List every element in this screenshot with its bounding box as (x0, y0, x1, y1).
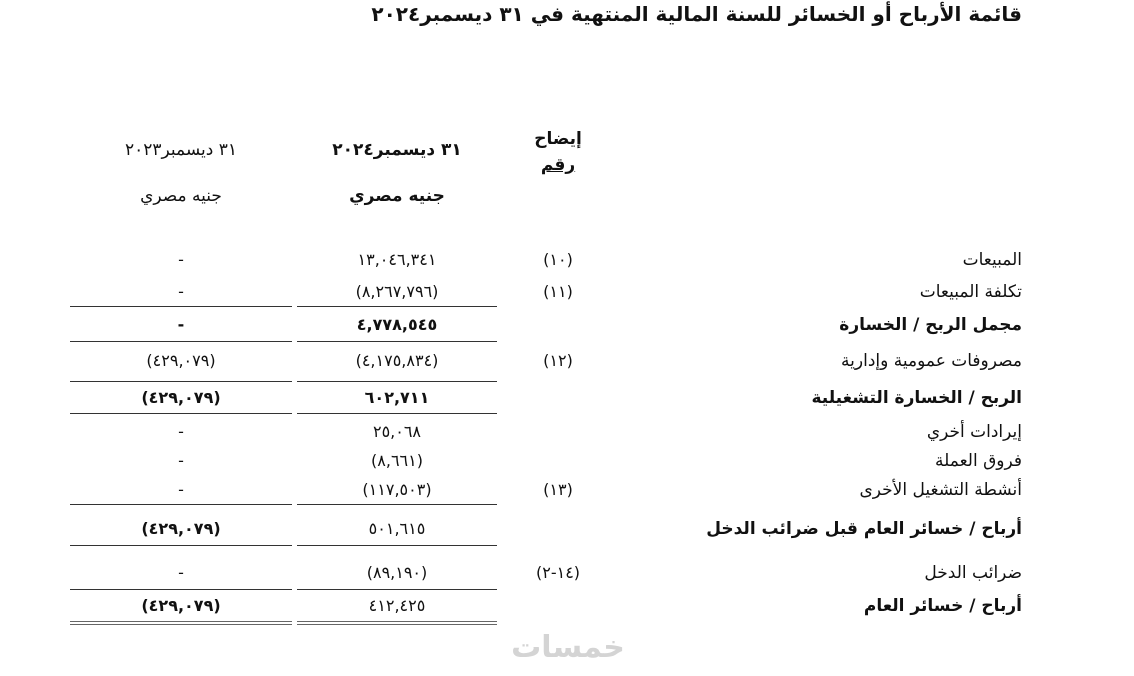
divider (70, 306, 292, 307)
row-prior-value: - (177, 315, 185, 334)
row-prior-value: - (178, 422, 184, 441)
statement-title: قائمة الأرباح أو الخسائر للسنة المالية المنتهية في ٣١ ديسمبر٢٠٢٤ (371, 2, 1022, 26)
divider (297, 306, 497, 307)
row-current-value: (٨,٢٦٧,٧٩٦) (355, 282, 439, 301)
row-current-value: (٤,١٧٥,٨٣٤) (355, 351, 439, 370)
row-note: (١٢) (543, 351, 573, 370)
divider (70, 413, 292, 414)
current-year-currency: جنيه مصري (349, 186, 445, 206)
prior-year-date: ٣١ ديسمبر٢٠٢٣ (124, 140, 237, 160)
row-label: مجمل الربح / الخسارة (839, 315, 1022, 335)
row-profit-for-year (0, 592, 1134, 620)
row-label: أنشطة التشغيل الأخرى (859, 480, 1022, 500)
row-label: أرباح / خسائر العام قبل ضرائب الدخل (706, 519, 1022, 539)
row-label: مصروفات عمومية وإدارية (841, 351, 1022, 371)
row-prior-value: - (178, 480, 184, 499)
row-sales (0, 246, 1134, 274)
row-label: الربح / الخسارة التشغيلية (811, 388, 1022, 408)
divider (70, 381, 292, 382)
row-gross-profit (0, 311, 1134, 339)
double-underline (70, 621, 292, 625)
row-note: (١١) (543, 282, 573, 301)
row-prior-value: (٤٢٩,٠٧٩) (146, 351, 216, 370)
row-label: المبيعات (962, 250, 1022, 270)
row-operating-profit (0, 384, 1134, 412)
row-general-admin-expenses (0, 347, 1134, 375)
row-other-operating-activities (0, 476, 1134, 504)
row-prior-value: (٤٢٩,٠٧٩) (141, 388, 221, 407)
row-current-value: ١٣,٠٤٦,٣٤١ (357, 250, 437, 269)
row-label: تكلفة المبيعات (919, 282, 1022, 302)
row-current-value: (٨,٦٦١) (371, 451, 423, 470)
divider (70, 545, 292, 546)
note-header-line2: رقم (540, 155, 576, 175)
row-profit-before-tax (0, 515, 1134, 543)
row-label: فروق العملة (935, 451, 1022, 471)
row-prior-value: - (178, 282, 184, 301)
row-currency-differences (0, 447, 1134, 475)
row-prior-value: - (178, 250, 184, 269)
divider (70, 341, 292, 342)
row-current-value: ٤١٢,٤٢٥ (368, 596, 426, 615)
note-number-header (518, 126, 598, 178)
divider (297, 589, 497, 590)
row-income-tax (0, 559, 1134, 587)
row-prior-value: (٤٢٩,٠٧٩) (141, 596, 221, 615)
row-current-value: (١١٧,٥٠٣) (362, 480, 432, 499)
row-prior-value: (٤٢٩,٠٧٩) (141, 519, 221, 538)
divider (297, 504, 497, 505)
double-underline (297, 621, 497, 625)
row-label: أرباح / خسائر العام (863, 596, 1022, 616)
note-header-line1: إيضاح (534, 129, 582, 149)
divider (70, 589, 292, 590)
row-prior-value: - (178, 563, 184, 582)
divider (297, 341, 497, 342)
divider (297, 545, 497, 546)
divider (297, 381, 497, 382)
row-cost-of-sales (0, 278, 1134, 306)
row-label: ضرائب الدخل (924, 563, 1022, 583)
row-current-value: ٥٠١,٦١٥ (368, 519, 426, 538)
row-label: إيرادات أخري (926, 422, 1022, 442)
current-year-date: ٣١ ديسمبر٢٠٢٤ (332, 140, 462, 160)
row-current-value: ٦٠٢,٧١١ (364, 388, 430, 407)
row-current-value: ٤,٧٧٨,٥٤٥ (356, 315, 438, 334)
watermark-logo: خمسات (511, 630, 625, 665)
row-prior-value: - (178, 451, 184, 470)
row-note: (١٣) (543, 480, 573, 499)
row-current-value: ٢٥,٠٦٨ (372, 422, 422, 441)
row-other-revenues (0, 418, 1134, 446)
divider (70, 504, 292, 505)
row-note: (١٠) (543, 250, 573, 269)
row-note: (١٤-٢) (535, 563, 581, 582)
row-current-value: (٨٩,١٩٠) (366, 563, 428, 582)
divider (297, 413, 497, 414)
prior-year-currency: جنيه مصري (140, 186, 222, 206)
